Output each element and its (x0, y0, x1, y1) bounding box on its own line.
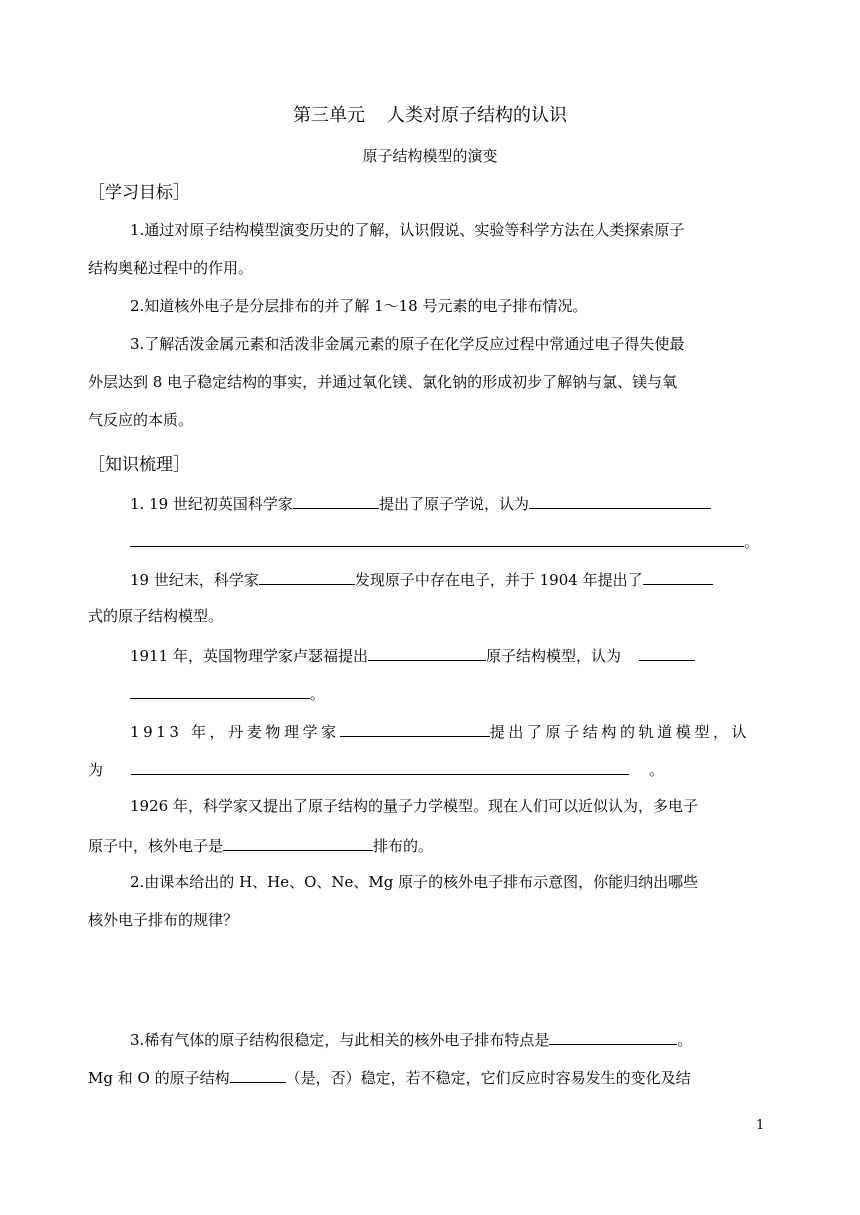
q1-line-8: 为 。 (88, 758, 664, 780)
page-subtitle: 原子结构模型的演变 (362, 147, 498, 165)
blank-plum-pudding[interactable] (643, 568, 713, 585)
objective-3-line-2: 外层达到 8 电子稳定结构的事实，并通过氧化镁、氯化钠的形成初步了解钠与氯、镁与氧 (88, 373, 678, 391)
objective-1-line-2: 结构奥秘过程中的作用。 (88, 259, 254, 277)
q1-line-7: 1913 年，丹麦物理学家 提出了原子结构的轨道模型，认 (130, 720, 750, 742)
q1-line-2: 。 (130, 530, 759, 552)
objective-3-line-1: 3.了解活泼金属元素和活泼非金属元素的原子在化学反应过程中常通过电子得失使最 (130, 335, 685, 353)
q1-line-3: 19 世纪末，科学家 发现原子中存在电子，并于 1904 年提出了 (130, 568, 713, 590)
q1-line-6: 。 (130, 682, 325, 704)
blank-mg-o-stable[interactable] (230, 1066, 286, 1083)
blank-bohr-view[interactable] (131, 758, 629, 775)
page-number: 1 (756, 1118, 765, 1133)
q2-line-2: 核外电子排布的规律？ (88, 911, 239, 929)
title-unit: 第三单元 (293, 105, 365, 126)
blank-atomic-theory-cont[interactable] (130, 530, 744, 547)
blank-noble-gas-feature[interactable] (549, 1028, 677, 1045)
blank-thomson[interactable] (259, 568, 355, 585)
q1-line-5: 1911 年，英国物理学家卢瑟福提出 原子结构模型，认为 (130, 644, 695, 666)
objective-1-line-1: 1.通过对原子结构模型演变历史的了解，认识假说、实验等科学方法在人类探索原子 (130, 221, 685, 239)
blank-atomic-theory[interactable] (529, 492, 711, 509)
blank-rutherford-view[interactable] (639, 644, 695, 661)
title-topic: 人类对原子结构的认识 (387, 105, 567, 126)
q1-line-10: 原子中，核外电子是 排布的。 (88, 834, 433, 856)
blank-electron-layout[interactable] (223, 834, 373, 851)
blank-dalton[interactable] (293, 492, 379, 509)
page-title (0, 101, 860, 127)
q1-line-1: 1. 19 世纪初英国科学家 提出了原子学说，认为 (130, 492, 711, 514)
objective-3-line-3: 气反应的本质。 (88, 411, 194, 429)
blank-bohr[interactable] (340, 720, 490, 737)
q1-line-9: 1926 年，科学家又提出了原子结构的量子力学模型。现在人们可以近似认为，多电子 (130, 797, 698, 815)
knowledge-heading: ［知识梳理］ (88, 455, 190, 475)
objectives-heading: ［学习目标］ (88, 183, 190, 203)
objective-2: 2.知道核外电子是分层排布的并了解 1～18 号元素的电子排布情况。 (130, 297, 588, 315)
q1-line-4: 式的原子结构模型。 (88, 607, 224, 625)
q2-line-1: 2.由课本给出的 H、He、O、Ne、Mg 原子的核外电子排布示意图，你能归纳出哪些 (130, 873, 699, 891)
blank-rutherford-view-cont[interactable] (130, 682, 310, 699)
q3-line-2: Mg 和 O 的原子结构 （是，否）稳定，若不稳定，它们反应时容易发生的变化及结 (88, 1066, 691, 1088)
blank-rutherford-model[interactable] (368, 644, 486, 661)
q3-line-1: 3.稀有气体的原子结构很稳定，与此相关的核外电子排布特点是 。 (130, 1028, 692, 1050)
